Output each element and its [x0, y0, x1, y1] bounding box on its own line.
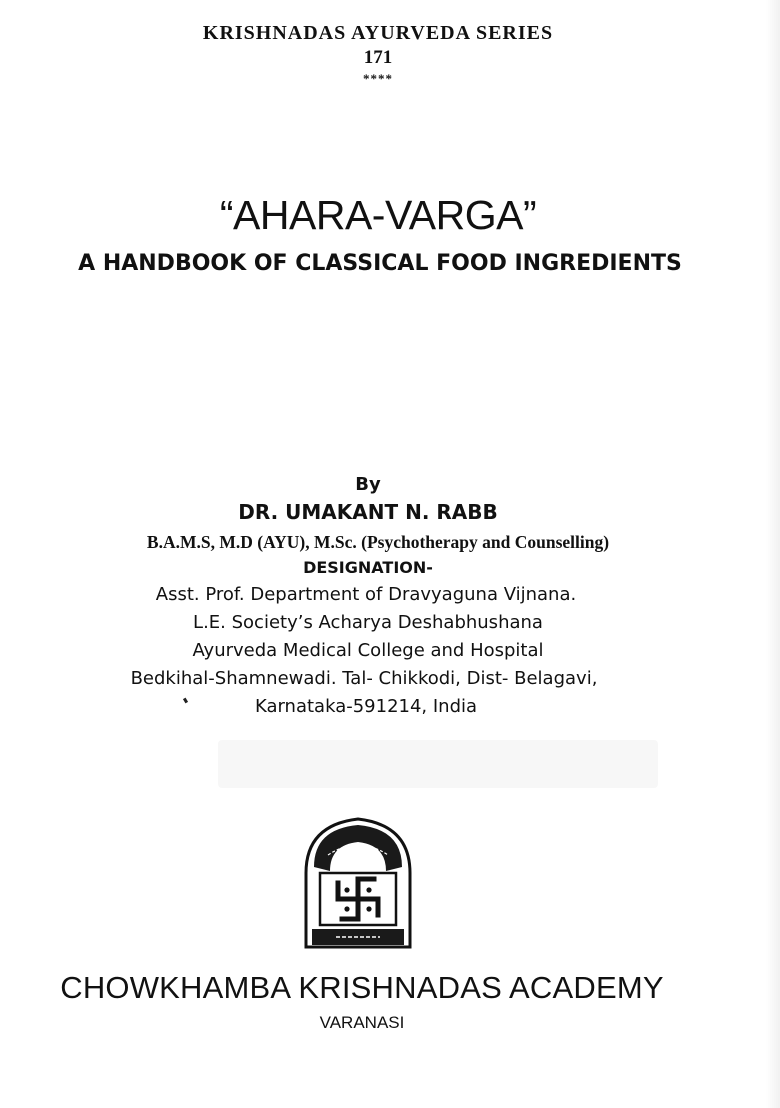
address-line: Bedkihal-Shamnewadi. Tal- Chikkodi, Dist- Belagavi, [130, 668, 598, 689]
address-line: Karnataka-591214, India [254, 696, 478, 717]
scan-edge-shadow [766, 0, 780, 1108]
scan-smudge [218, 740, 658, 788]
address-line: L.E. Society’s Acharya Deshabhushana [193, 612, 543, 633]
book-title: “AHARA-VARGA” [219, 192, 537, 238]
address-line: Ayurveda Medical College and Hospital [192, 640, 544, 661]
publisher-city: VARANASI [319, 1013, 405, 1032]
series-name: KRISHNADAS AYURVEDA SERIES [202, 22, 554, 44]
publisher-emblem-swastika-icon [298, 815, 418, 951]
by-label: By [355, 474, 381, 495]
author-degrees: B.A.M.S, M.D (AYU), M.Sc. (Psychotherapy and Counselling) [146, 532, 610, 552]
book-subtitle: A HANDBOOK OF CLASSICAL FOOD INGREDIENTS [78, 251, 682, 276]
author-name: DR. UMAKANT N. RABB [238, 500, 498, 524]
designation-heading: DESIGNATION- [303, 558, 433, 577]
series-number: 171 [363, 47, 393, 68]
series-stars: **** [363, 71, 393, 86]
address-line: Asst. Prof. Department of Dravyaguna Vijnana. [155, 584, 577, 605]
publisher-name: CHOWKHAMBA KRISHNADAS ACADEMY [60, 970, 664, 1005]
